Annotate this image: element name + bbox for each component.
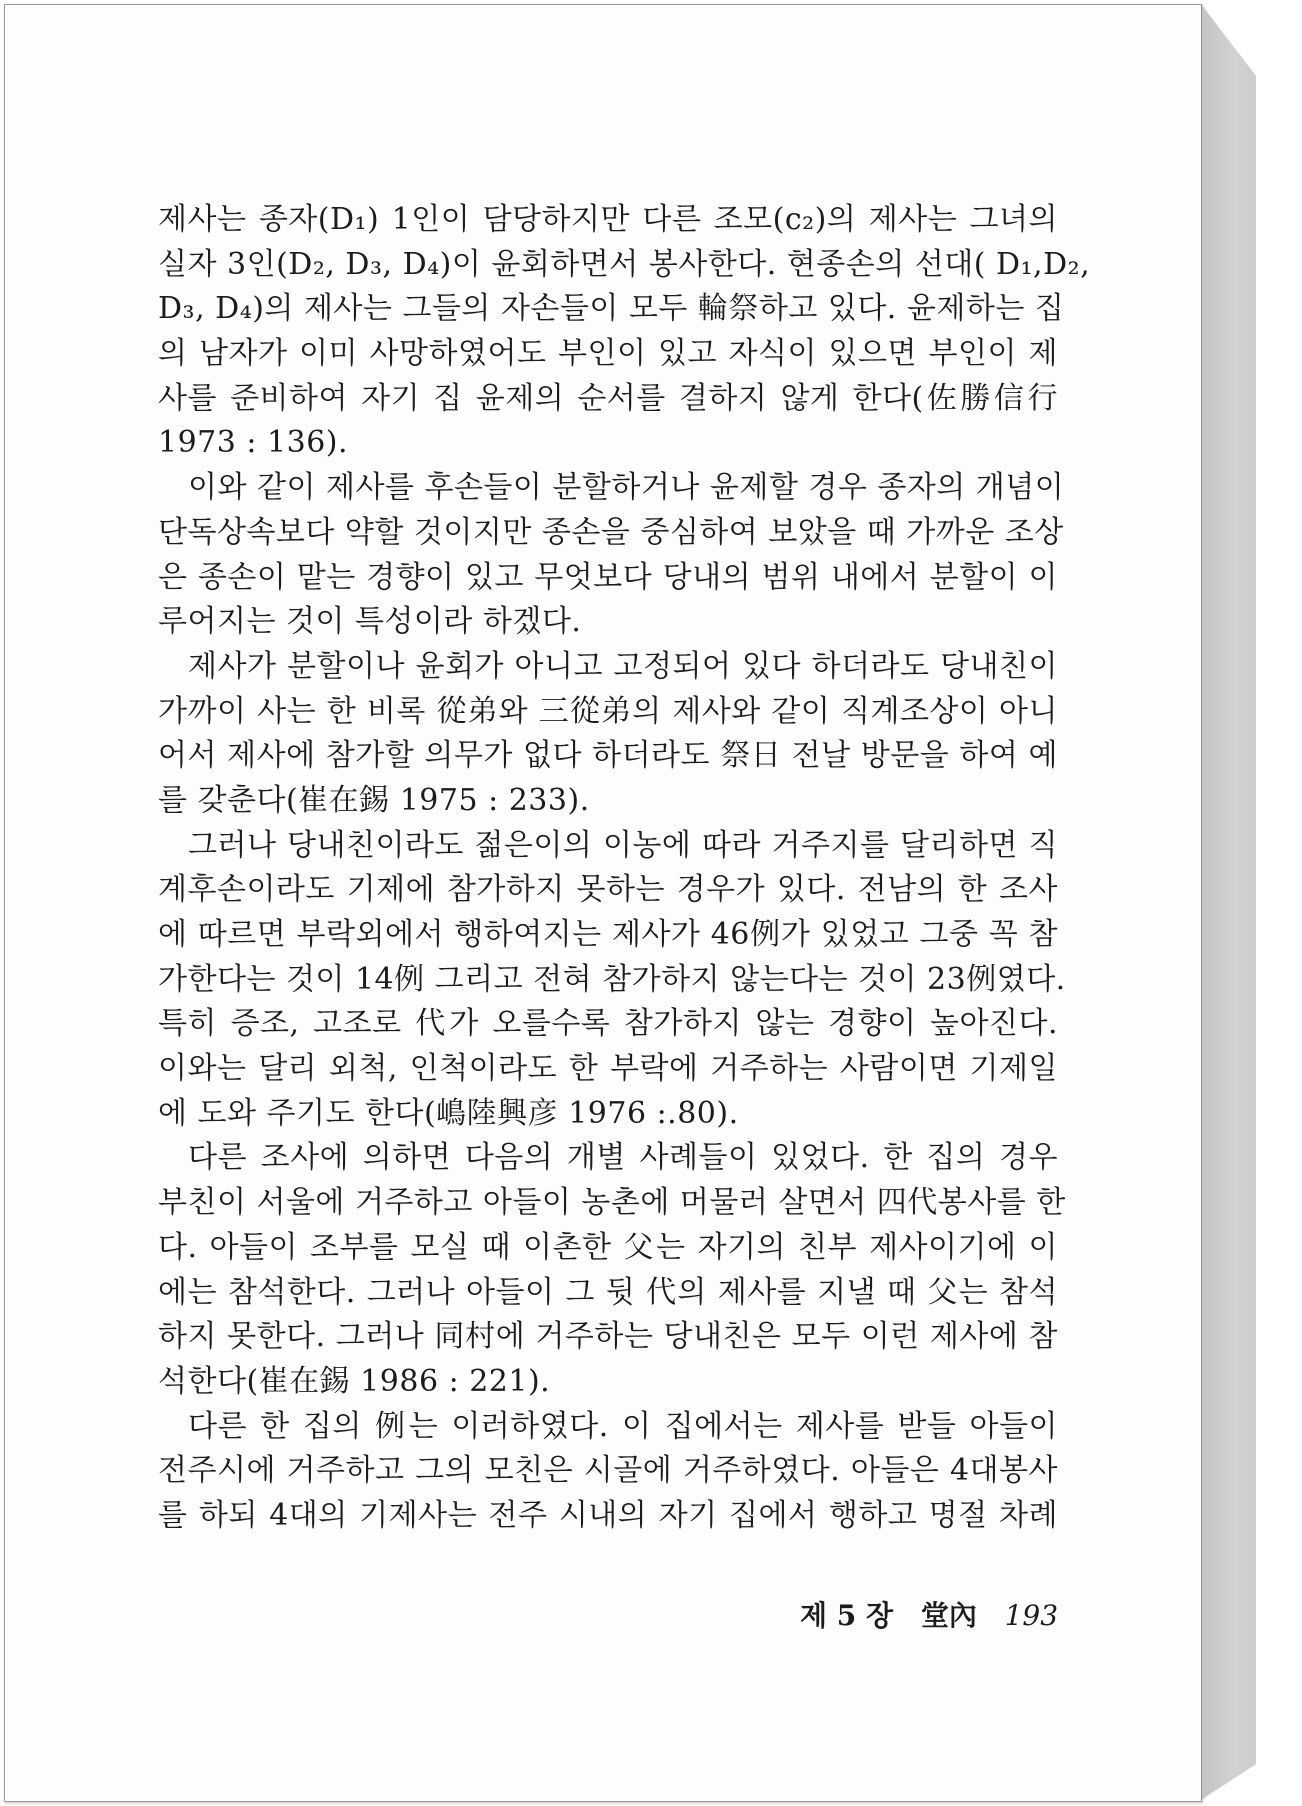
paragraph-first-line: 그러나 당내친이라도 젊은이의 이농에 따라 거주지를 달리하면 직	[188, 827, 1058, 863]
text-line: 석한다(崔在錫 1986 : 221).	[158, 1363, 551, 1399]
text-line: 부친이 서울에 거주하고 아들이 농촌에 머물러 살면서 四代봉사를 한	[158, 1185, 1066, 1221]
paragraph-first-line: 제사가 분할이나 윤회가 아니고 고정되어 있다 하더라도 당내친이	[188, 648, 1058, 684]
text-line: 의 남자가 이미 사망하였어도 부인이 있고 자식이 있으면 부인이 제	[158, 336, 1058, 372]
text-line: 루어지는 것이 특성이라 하겠다.	[158, 604, 582, 640]
text-line: 에 도와 주기도 한다(嶋陸興彦 1976 :.80).	[158, 1095, 739, 1131]
page-edge-3d	[1201, 4, 1256, 1800]
section-label: 堂內	[920, 1599, 977, 1632]
paragraph-first-line: 다른 한 집의 例는 이러하였다. 이 집에서는 제사를 받들 아들이	[188, 1408, 1058, 1444]
chapter-label: 제 5 장	[800, 1599, 894, 1632]
page-footer	[800, 1594, 1060, 1634]
text-line: 를 갖춘다(崔在錫 1975 : 233).	[158, 782, 590, 818]
text-line: 가한다는 것이 14例 그리고 전혀 참가하지 않는다는 것이 23例였다.	[158, 961, 1066, 997]
paragraph-first-line: 이와 같이 제사를 후손들이 분할하거나 윤제할 경우 종자의 개념이	[188, 470, 1065, 506]
text-line: 이와는 달리 외척, 인척이라도 한 부락에 거주하는 사람이면 기제일	[158, 1051, 1058, 1087]
text-line: 하지 못한다. 그러나 同村에 거주하는 당내친은 모두 이런 제사에 참	[158, 1319, 1058, 1355]
paragraph-first-line: 다른 조사에 의하면 다음의 개별 사례들이 있었다. 한 집의 경우	[188, 1140, 1058, 1176]
text-line: 계후손이라도 기제에 참가하지 못하는 경우가 있다. 전남의 한 조사	[158, 872, 1058, 908]
text-line: 전주시에 거주하고 그의 모친은 시골에 거주하였다. 아들은 4대봉사	[158, 1453, 1058, 1489]
page-number: 193	[1004, 1599, 1059, 1632]
text-line: D₃, D₄)의 제사는 그들의 자손들이 모두 輪祭하고 있다. 윤제하는 집	[158, 291, 1065, 327]
text-line: 실자 3인(D₂, D₃, D₄)이 윤회하면서 봉사한다. 현종손의 선대( D₁,D₂,	[158, 246, 1091, 282]
text-line: 에 따르면 부락외에서 행하여지는 제사가 46例가 있었고 그중 꼭 참	[158, 917, 1058, 952]
text-line: 특히 증조, 고조로 代가 오를수록 참가하지 않는 경향이 높아진다.	[158, 1006, 1058, 1042]
text-line: 다. 아들이 조부를 모실 때 이촌한 父는 자기의 친부 제사이기에 이	[158, 1229, 1058, 1265]
text-line: 단독상속보다 약할 것이지만 종손을 중심하여 보았을 때 가까운 조상	[158, 514, 1064, 550]
text-line: 사를 준비하여 자기 집 윤제의 순서를 결하지 않게 한다(佐勝信行	[158, 380, 1058, 416]
text-line: 어서 제사에 참가할 의무가 없다 하더라도 祭日 전날 방문을 하여 예	[158, 738, 1058, 774]
text-line: 에는 참석한다. 그러나 아들이 그 뒷 代의 제사를 지낼 때 父는 참석	[158, 1274, 1058, 1310]
text-line: 제사는 종자(D₁) 1인이 담당하지만 다른 조모(c₂)의 제사는 그녀의	[158, 202, 1058, 237]
text-line: 가까이 사는 한 비록 從弟와 三從弟의 제사와 같이 직계조상이 아니	[158, 693, 1058, 729]
text-line: 은 종손이 맡는 경향이 있고 무엇보다 당내의 범위 내에서 분할이 이	[158, 559, 1058, 595]
text-line: 1973 : 136).	[158, 425, 349, 461]
body-text	[158, 198, 1091, 1539]
text-line: 를 하되 4대의 기제사는 전주 시내의 자기 집에서 행하고 명절 차례	[158, 1497, 1058, 1533]
